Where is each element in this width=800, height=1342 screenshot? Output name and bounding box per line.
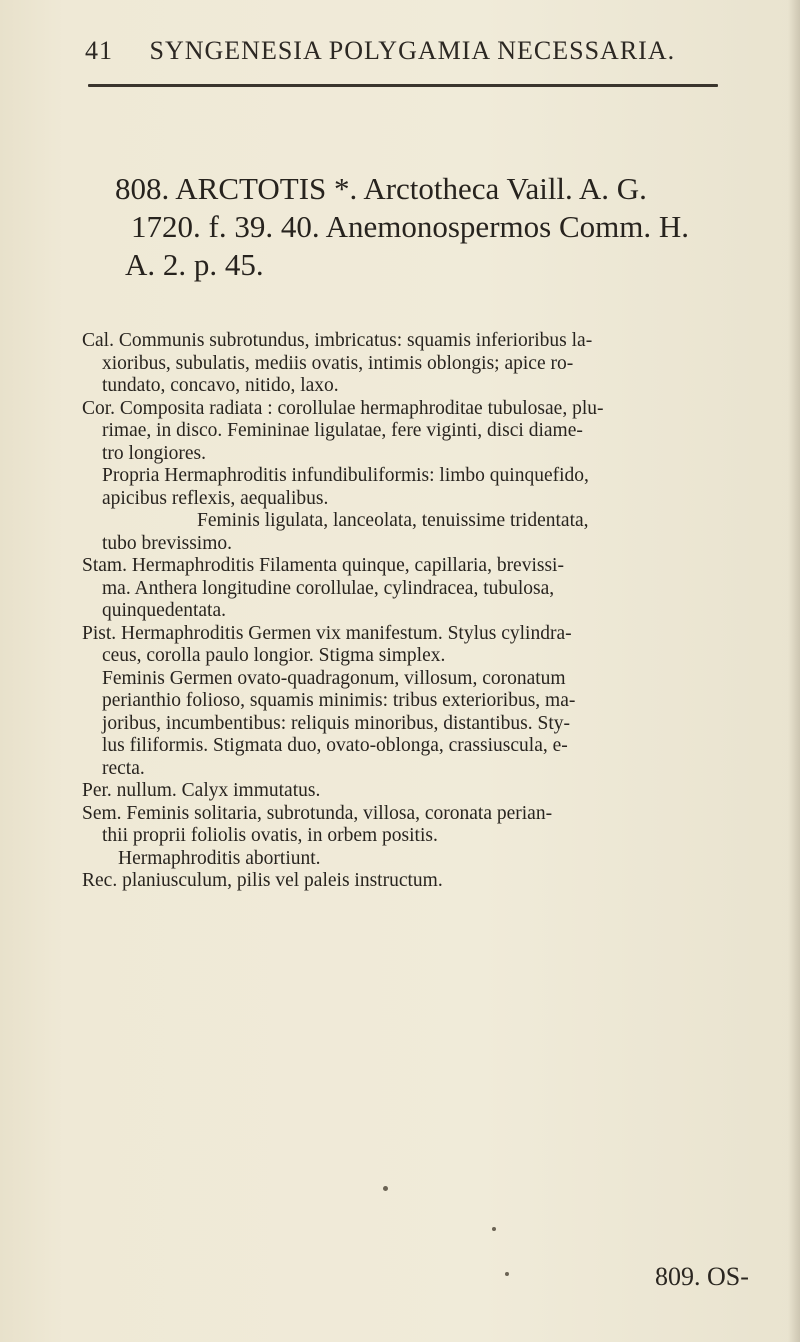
text-line: Per. nullum. Calyx immutatus. (82, 780, 321, 801)
ink-speck (383, 1186, 388, 1191)
text-line: tro longiores. (102, 442, 206, 464)
text-line: xioribus, subulatis, mediis ovatis, intimis oblongis; apice ro- (102, 352, 574, 374)
text-line: Pist. Hermaphroditis Germen vix manifestum. Stylus cylindra- (82, 622, 572, 644)
text-line: rimae, in disco. Femininae ligulatae, fere viginti, disci diame- (102, 420, 583, 441)
catchword: 809. OS- (655, 1262, 749, 1291)
entry-title-line-1: 808. ARCTOTIS *. Arctotheca Vaill. A. G. (115, 171, 647, 206)
running-header (85, 36, 725, 66)
text-line: Feminis Germen ovato-quadragonum, villosum, coronatum (102, 667, 566, 689)
page-edge-shadow (788, 0, 800, 1342)
text-line: ma. Anthera longitudine corollulae, cylindracea, tubulosa, (102, 577, 555, 599)
text-line: quinquedentata. (102, 600, 226, 621)
text-line: Hermaphroditis abortiunt. (118, 847, 321, 869)
page-number: 41 (85, 36, 128, 65)
running-title: SYNGENESIA POLYGAMIA NECESSARIA. (149, 36, 676, 65)
text-line: lus filiformis. Stigmata duo, ovato-oblonga, crassiuscula, e- (102, 735, 568, 756)
text-line: Stam. Hermaphroditis Filamenta quinque, capillaria, brevissi- (82, 555, 564, 576)
text-line: apicibus reflexis, aequalibus. (102, 487, 329, 509)
text-line: joribus, incumbentibus: reliquis minoribus, distantibus. Sty- (102, 712, 570, 734)
text-line: ceus, corolla paulo longior. Stigma simplex. (102, 645, 446, 666)
text-line: Feminis ligulata, lanceolata, tenuissime tridentata, (197, 510, 589, 531)
text-line: perianthio folioso, squamis minimis: tribus exterioribus, ma- (102, 690, 576, 711)
text-line: Sem. Feminis solitaria, subrotunda, villosa, coronata perian- (82, 802, 553, 824)
text-line: tundato, concavo, nitido, laxo. (102, 375, 339, 396)
text-line: Propria Hermaphroditis infundibuliformis: limbo quinquefido, (102, 465, 589, 486)
text-line: recta. (102, 757, 145, 779)
text-line: thii proprii foliolis ovatis, in orbem positis. (102, 825, 438, 846)
header-rule (88, 84, 718, 87)
entry-title-line-2: 1720. f. 39. 40. Anemonospermos Comm. H. (131, 209, 689, 244)
ink-speck (492, 1227, 496, 1231)
text-line: Cor. Composita radiata : corollulae hermaphroditae tubulosae, plu- (82, 397, 604, 419)
text-line: Cal. Communis subrotundus, imbricatus: squamis inferioribus la- (82, 330, 593, 351)
ink-speck (505, 1272, 509, 1276)
text-line: Rec. planiusculum, pilis vel paleis instructum. (82, 870, 443, 891)
entry-description (82, 330, 772, 893)
entry-title (115, 170, 765, 284)
text-line: tubo brevissimo. (102, 532, 232, 554)
entry-title-line-3: A. 2. p. 45. (125, 247, 264, 282)
